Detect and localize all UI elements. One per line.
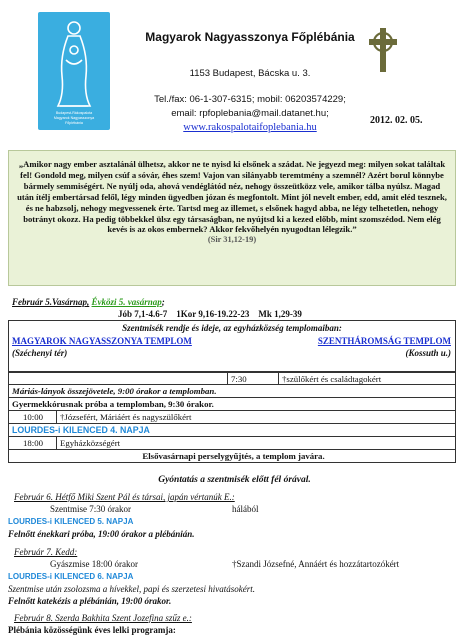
mass-time: 18:00 xyxy=(9,437,57,449)
church-nagyasszonya: MAGYAROK NAGYASSZONYA TEMPLOM xyxy=(12,336,192,346)
table-row xyxy=(8,398,456,411)
confession-note: Gyóntatás a szentmisék előtt fél órával. xyxy=(158,475,311,485)
table-row xyxy=(8,411,456,424)
logo-caption-line: Budapest-Rákospalota xyxy=(55,111,93,115)
day-note: Plébánia közösségünk éves lelki programja: xyxy=(8,625,176,635)
logo-caption xyxy=(40,111,108,126)
row-note: Elsővasárnapi perselygyűjtés, a templom javára. xyxy=(142,451,325,461)
bulletin-date: 2012. 02. 05. xyxy=(370,115,423,126)
day-heading: Február 8. Szerda Bakhita Szent Jozefina szűz e.: xyxy=(14,613,192,623)
scripture-quote xyxy=(9,151,455,246)
parish-email: email: rpfoplebania@mail.datanet.hu; xyxy=(171,108,329,119)
day-note: Felnőtt katekézis a plébánián, 19:00 órakor. xyxy=(8,596,172,606)
mass-intention: †Szandi Józsefné, Annáért és hozzátartozókért xyxy=(232,559,400,569)
quote-source: (Sir 31,12-19) xyxy=(207,235,257,245)
church-szentharomsag: SZENTHÁROMSÁG TEMPLOM xyxy=(317,336,451,346)
mass-time: Szentmise 7:30 órakor xyxy=(50,504,131,514)
table-row xyxy=(8,437,456,450)
mass-intention: †szülőkért és családtagokért xyxy=(282,374,382,384)
parish-title: Magyarok Nagyasszonya Főplébánia xyxy=(145,30,355,44)
mass-intention: †Józsefért, Máriáért és nagyszülőkért xyxy=(60,412,192,422)
logo-caption-line: Magyarok Nagyasszonya xyxy=(53,116,95,120)
day-heading: Február 7. Kedd: xyxy=(14,547,78,557)
day-heading: Február 6. Hétfő Miki Szent Pál és társai, japán vértanúk E.: xyxy=(14,492,235,502)
novena-label: LOURDES-i KILENCED 4. NAPJA xyxy=(12,425,150,435)
mass-time: 10:00 xyxy=(9,411,57,423)
mass-time: 7:30 xyxy=(227,373,279,385)
row-note: Máriás-lányok összejövetele, 9:00 órakor a templomban. xyxy=(12,386,217,396)
parish-logo xyxy=(38,12,110,130)
parish-website-link[interactable]: www.rakospalotaifoplebania.hu xyxy=(183,122,317,133)
day-note: Szentmise után zsolozsma a hívekkel, papi és szerzetesi hivatásokért. xyxy=(8,584,255,594)
table-row xyxy=(8,372,456,385)
mass-intention: hálából xyxy=(232,504,259,514)
row-note: Gyermekkórusnak próba a templomban, 9:30 órakor. xyxy=(12,399,214,409)
sunday-readings: Jób 7,1-4.6-7 1Kor 9,16-19.22-23 Mk 1,29-39 xyxy=(118,309,302,319)
sunday-colon: ; xyxy=(161,297,165,307)
mass-time: Gyászmise 18:00 órakor xyxy=(50,559,138,569)
novena-label: LOURDES-i KILENCED 6. NAPJA xyxy=(8,572,134,581)
novena-label: LOURDES-i KILENCED 5. NAPJA xyxy=(8,517,134,526)
table-row xyxy=(8,385,456,398)
celtic-cross-icon xyxy=(365,26,401,74)
madonna-statue-icon xyxy=(38,16,110,111)
mass-intention: Egyházközségért xyxy=(60,438,121,448)
scripture-quote-box xyxy=(8,150,456,286)
sunday-name: Évközi 5. vasárnap xyxy=(91,297,162,307)
sunday-date: Február 5.Vasárnap, xyxy=(12,297,90,307)
day-note: Felnőtt énekkari próba, 19:00 órakor a plébánián. xyxy=(8,529,195,539)
parish-phone: Tel./fax: 06-1-307-6315; mobil: 06203574229; xyxy=(154,94,346,105)
table-row xyxy=(8,424,456,437)
church-szentharomsag-place: (Kossuth u.) xyxy=(405,348,451,358)
quote-text: „Amikor nagy ember asztalánál ülhetsz, akkor ne te nyisd ki elsőnek a szádat. Ne jegyezd meg: milyen sokat találtak fel! Gondold meg, milyen csúf a sóvár, éhes szem! Vajon van silányabb teremtmény a szemnél? Azért borul könnybe bármely semmiségért. Ne nyúlj oda, ahová vendéglátód néz, nehogy összeütközz vele, amikor tálba nyúlsz. Magad után ítélj embertársad felől, légy minden ügyedben józan és megfontolt. Mint jól nevelt ember, edd, amit eléd tesznek, és ne habzsolj, nehogy megvessenek érte. Tartsd meg az illemet, s elsőnek hagyd abba, ne légy telhetetlen, nehogy botrányt okozz. Ha pedig többekkel ülsz egy társaságban, ne nyújtsd ki a kezed előbb, mint szomszédod. Nem elég kevés is az okos embernek? Akkor fekvőhelyén nyugodtan lélegzik.” xyxy=(17,159,447,235)
sunday-heading xyxy=(12,296,165,308)
logo-caption-line: Főplébánia xyxy=(65,121,83,125)
mass-schedule-header xyxy=(8,320,456,372)
parish-address: 1153 Budapest, Bácska u. 3. xyxy=(189,68,311,79)
mass-order-heading: Szentmisék rendje és ideje, az egyházközség templomaiban: xyxy=(122,323,342,333)
church-nagyasszonya-place: (Széchenyi tér) xyxy=(12,348,68,358)
table-row xyxy=(8,450,456,463)
